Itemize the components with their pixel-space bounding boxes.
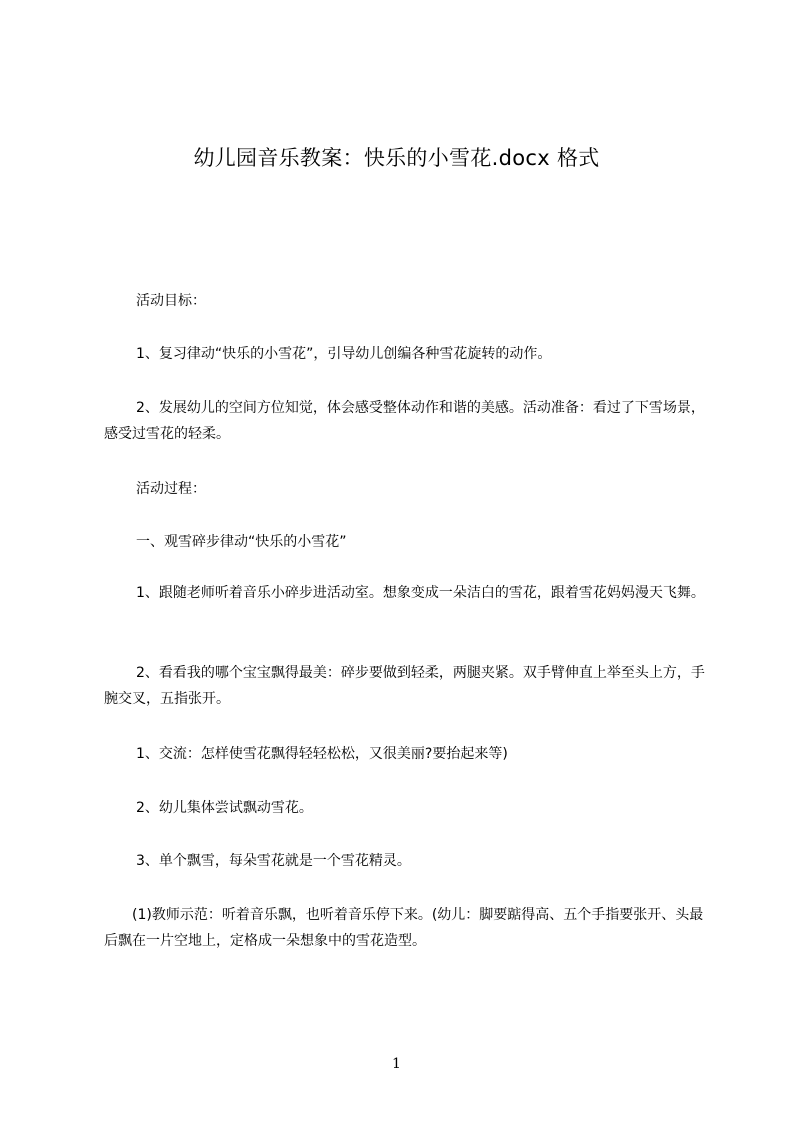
paragraph-step-2: 2、看看我的哪个宝宝飘得最美：碎步要做到轻柔，两腿夹紧。双手臂伸直上举至头上方，手腕交叉，五指张开。 (104, 665, 705, 707)
paragraph-goal-1: 1、复习律动“快乐的小雪花”，引导幼儿创编各种雪花旋转的动作。 (136, 346, 552, 362)
paragraph-group-try: 2、幼儿集体尝试飘动雪花。 (136, 800, 313, 816)
paragraph-activity-goals-heading: 活动目标： (136, 293, 206, 309)
paragraph-teacher-demo: (1)教师示范：听着音乐飘，也听着音乐停下来。(幼儿：脚要踮得高、五个手指要张开、头最后飘在一片空地上，定格成一朵想象中的雪花造型。 (104, 907, 704, 949)
paragraph-discussion: 1、交流：怎样使雪花飘得轻轻松松，又很美丽?要抬起来等) (136, 746, 508, 762)
page-number: 1 (392, 1056, 401, 1072)
paragraph-process-heading: 活动过程： (136, 481, 206, 497)
paragraph-single-snow: 3、单个飘雪，每朵雪花就是一个雪花精灵。 (136, 853, 411, 869)
paragraph-section-1: 一、观雪碎步律动“快乐的小雪花” (136, 534, 347, 550)
document-title: 幼儿园音乐教案：快乐的小雪花.docx 格式 (193, 146, 600, 170)
paragraph-goal-2: 2、发展幼儿的空间方位知觉，体会感受整体动作和谐的美感。活动准备：看过了下雪场景，感受过雪花的轻柔。 (104, 400, 705, 442)
paragraph-step-1: 1、跟随老师听着音乐小碎步进活动室。想象变成一朵洁白的雪花，跟着雪花妈妈漫天飞舞。 (136, 585, 705, 601)
